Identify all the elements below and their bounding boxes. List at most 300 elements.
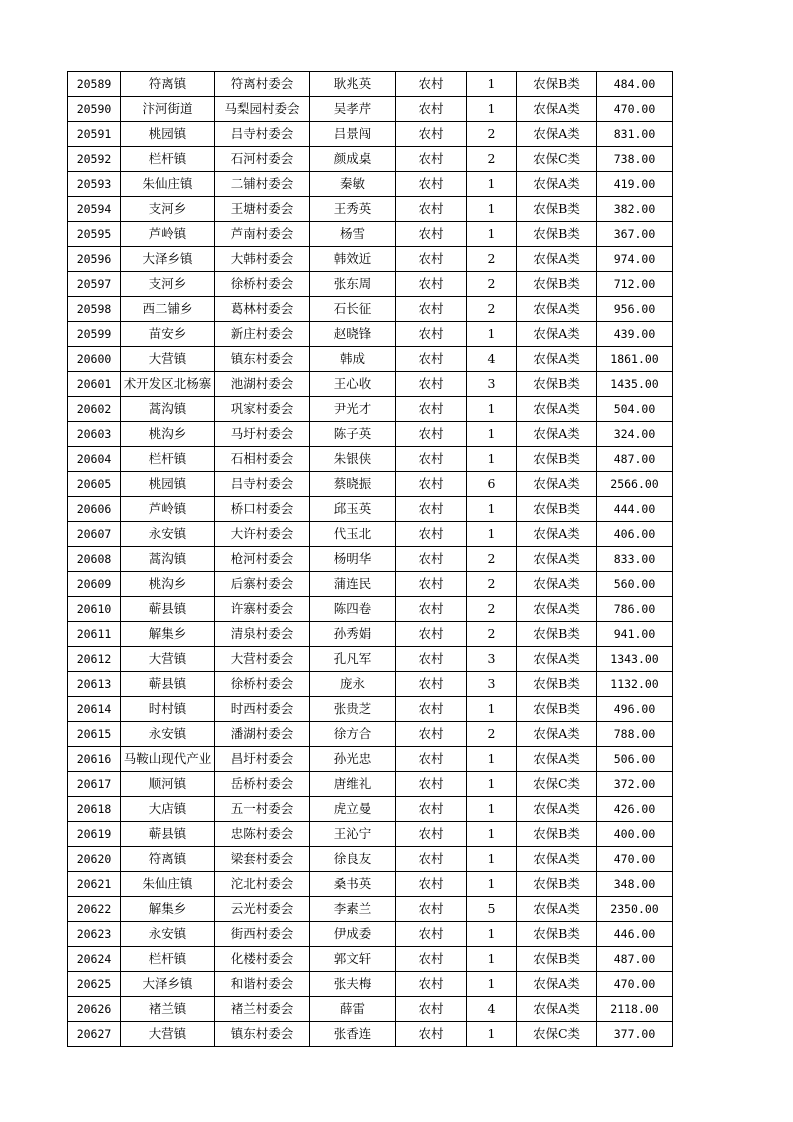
household-size-cell: 1 <box>467 97 517 122</box>
insurance-class-cell: 农保B类 <box>517 922 597 947</box>
household-size-cell: 1 <box>467 497 517 522</box>
record-id-cell: 20613 <box>68 672 121 697</box>
table-row <box>68 622 673 647</box>
name-cell: 孙秀娟 <box>310 622 396 647</box>
area-type-cell: 农村 <box>396 797 467 822</box>
insurance-class-cell: 农保B类 <box>517 497 597 522</box>
record-id-cell: 20611 <box>68 622 121 647</box>
household-size-cell: 1 <box>467 322 517 347</box>
amount-cell: 470.00 <box>597 972 673 997</box>
amount-cell: 439.00 <box>597 322 673 347</box>
town-cell: 栏杆镇 <box>121 147 215 172</box>
insurance-class-cell: 农保B类 <box>517 672 597 697</box>
insurance-class-cell: 农保A类 <box>517 97 597 122</box>
area-type-cell: 农村 <box>396 622 467 647</box>
area-type-cell: 农村 <box>396 672 467 697</box>
amount-cell: 470.00 <box>597 97 673 122</box>
insurance-class-cell: 农保A类 <box>517 572 597 597</box>
name-cell: 薛雷 <box>310 997 396 1022</box>
household-size-cell: 2 <box>467 547 517 572</box>
household-size-cell: 1 <box>467 422 517 447</box>
village-cell: 褚兰村委会 <box>215 997 310 1022</box>
area-type-cell: 农村 <box>396 547 467 572</box>
name-cell: 孙光忠 <box>310 747 396 772</box>
village-cell: 五一村委会 <box>215 797 310 822</box>
household-size-cell: 1 <box>467 747 517 772</box>
name-cell: 陈子英 <box>310 422 396 447</box>
record-id-cell: 20596 <box>68 247 121 272</box>
town-cell: 符离镇 <box>121 847 215 872</box>
records-table <box>67 71 673 1047</box>
area-type-cell: 农村 <box>396 397 467 422</box>
amount-cell: 496.00 <box>597 697 673 722</box>
record-id-cell: 20625 <box>68 972 121 997</box>
area-type-cell: 农村 <box>396 447 467 472</box>
amount-cell: 712.00 <box>597 272 673 297</box>
town-cell: 时村镇 <box>121 697 215 722</box>
town-cell: 大店镇 <box>121 797 215 822</box>
record-id-cell: 20598 <box>68 297 121 322</box>
insurance-class-cell: 农保A类 <box>517 397 597 422</box>
name-cell: 吴孝芹 <box>310 97 396 122</box>
record-id-cell: 20606 <box>68 497 121 522</box>
name-cell: 王心收 <box>310 372 396 397</box>
household-size-cell: 1 <box>467 197 517 222</box>
village-cell: 昌圩村委会 <box>215 747 310 772</box>
name-cell: 邱玉英 <box>310 497 396 522</box>
town-cell: 芦岭镇 <box>121 222 215 247</box>
amount-cell: 348.00 <box>597 872 673 897</box>
area-type-cell: 农村 <box>396 197 467 222</box>
table-row <box>68 847 673 872</box>
area-type-cell: 农村 <box>396 372 467 397</box>
village-cell: 徐桥村委会 <box>215 272 310 297</box>
area-type-cell: 农村 <box>396 1022 467 1047</box>
name-cell: 王沁宁 <box>310 822 396 847</box>
name-cell: 韩效近 <box>310 247 396 272</box>
amount-cell: 2118.00 <box>597 997 673 1022</box>
record-id-cell: 20607 <box>68 522 121 547</box>
town-cell: 支河乡 <box>121 272 215 297</box>
insurance-class-cell: 农保A类 <box>517 797 597 822</box>
town-cell: 桃沟乡 <box>121 422 215 447</box>
record-id-cell: 20627 <box>68 1022 121 1047</box>
record-id-cell: 20591 <box>68 122 121 147</box>
household-size-cell: 1 <box>467 797 517 822</box>
table-row <box>68 447 673 472</box>
insurance-class-cell: 农保A类 <box>517 122 597 147</box>
name-cell: 尹光才 <box>310 397 396 422</box>
insurance-class-cell: 农保A类 <box>517 722 597 747</box>
record-id-cell: 20608 <box>68 547 121 572</box>
name-cell: 张香连 <box>310 1022 396 1047</box>
name-cell: 张夫梅 <box>310 972 396 997</box>
amount-cell: 1132.00 <box>597 672 673 697</box>
village-cell: 芦南村委会 <box>215 222 310 247</box>
insurance-class-cell: 农保A类 <box>517 847 597 872</box>
village-cell: 二铺村委会 <box>215 172 310 197</box>
table-row <box>68 797 673 822</box>
town-cell: 大营镇 <box>121 647 215 672</box>
insurance-class-cell: 农保B类 <box>517 197 597 222</box>
amount-cell: 426.00 <box>597 797 673 822</box>
record-id-cell: 20589 <box>68 72 121 97</box>
town-cell: 蒿沟镇 <box>121 547 215 572</box>
name-cell: 徐良友 <box>310 847 396 872</box>
village-cell: 大许村委会 <box>215 522 310 547</box>
name-cell: 郭文轩 <box>310 947 396 972</box>
area-type-cell: 农村 <box>396 497 467 522</box>
town-cell: 芦岭镇 <box>121 497 215 522</box>
town-cell: 顺河镇 <box>121 772 215 797</box>
village-cell: 石河村委会 <box>215 147 310 172</box>
amount-cell: 487.00 <box>597 947 673 972</box>
village-cell: 葛林村委会 <box>215 297 310 322</box>
table-row <box>68 547 673 572</box>
insurance-class-cell: 农保B类 <box>517 622 597 647</box>
town-cell: 永安镇 <box>121 522 215 547</box>
village-cell: 和谐村委会 <box>215 972 310 997</box>
insurance-class-cell: 农保B类 <box>517 372 597 397</box>
table-row <box>68 1022 673 1047</box>
village-cell: 石相村委会 <box>215 447 310 472</box>
table-row <box>68 747 673 772</box>
amount-cell: 506.00 <box>597 747 673 772</box>
record-id-cell: 20621 <box>68 872 121 897</box>
area-type-cell: 农村 <box>396 822 467 847</box>
insurance-class-cell: 农保C类 <box>517 147 597 172</box>
record-id-cell: 20609 <box>68 572 121 597</box>
amount-cell: 833.00 <box>597 547 673 572</box>
area-type-cell: 农村 <box>396 522 467 547</box>
table-row <box>68 272 673 297</box>
town-cell: 解集乡 <box>121 897 215 922</box>
record-id-cell: 20619 <box>68 822 121 847</box>
record-id-cell: 20590 <box>68 97 121 122</box>
record-id-cell: 20617 <box>68 772 121 797</box>
village-cell: 吕寺村委会 <box>215 472 310 497</box>
town-cell: 苗安乡 <box>121 322 215 347</box>
area-type-cell: 农村 <box>396 997 467 1022</box>
town-cell: 永安镇 <box>121 922 215 947</box>
table-row <box>68 122 673 147</box>
amount-cell: 941.00 <box>597 622 673 647</box>
town-cell: 蕲县镇 <box>121 597 215 622</box>
household-size-cell: 2 <box>467 622 517 647</box>
amount-cell: 788.00 <box>597 722 673 747</box>
village-cell: 后寨村委会 <box>215 572 310 597</box>
insurance-class-cell: 农保C类 <box>517 1022 597 1047</box>
insurance-class-cell: 农保A类 <box>517 547 597 572</box>
record-id-cell: 20614 <box>68 697 121 722</box>
town-cell: 栏杆镇 <box>121 447 215 472</box>
village-cell: 大韩村委会 <box>215 247 310 272</box>
village-cell: 潘湖村委会 <box>215 722 310 747</box>
town-cell: 蕲县镇 <box>121 672 215 697</box>
household-size-cell: 2 <box>467 272 517 297</box>
table-row <box>68 422 673 447</box>
insurance-class-cell: 农保A类 <box>517 647 597 672</box>
insurance-class-cell: 农保B类 <box>517 447 597 472</box>
village-cell: 梁套村委会 <box>215 847 310 872</box>
household-size-cell: 6 <box>467 472 517 497</box>
household-size-cell: 2 <box>467 597 517 622</box>
town-cell: 栏杆镇 <box>121 947 215 972</box>
village-cell: 枪河村委会 <box>215 547 310 572</box>
insurance-class-cell: 农保B类 <box>517 72 597 97</box>
area-type-cell: 农村 <box>396 172 467 197</box>
record-id-cell: 20612 <box>68 647 121 672</box>
insurance-class-cell: 农保A类 <box>517 322 597 347</box>
amount-cell: 367.00 <box>597 222 673 247</box>
town-cell: 西二铺乡 <box>121 297 215 322</box>
name-cell: 孔凡军 <box>310 647 396 672</box>
area-type-cell: 农村 <box>396 472 467 497</box>
insurance-class-cell: 农保A类 <box>517 597 597 622</box>
insurance-class-cell: 农保B类 <box>517 697 597 722</box>
table-row <box>68 772 673 797</box>
area-type-cell: 农村 <box>396 347 467 372</box>
insurance-class-cell: 农保A类 <box>517 472 597 497</box>
household-size-cell: 3 <box>467 372 517 397</box>
amount-cell: 1435.00 <box>597 372 673 397</box>
record-id-cell: 20620 <box>68 847 121 872</box>
record-id-cell: 20592 <box>68 147 121 172</box>
village-cell: 吕寺村委会 <box>215 122 310 147</box>
name-cell: 秦敏 <box>310 172 396 197</box>
village-cell: 桥口村委会 <box>215 497 310 522</box>
household-size-cell: 1 <box>467 972 517 997</box>
table-row <box>68 872 673 897</box>
record-id-cell: 20616 <box>68 747 121 772</box>
household-size-cell: 3 <box>467 647 517 672</box>
amount-cell: 400.00 <box>597 822 673 847</box>
town-cell: 汴河街道 <box>121 97 215 122</box>
village-cell: 大营村委会 <box>215 647 310 672</box>
village-cell: 新庄村委会 <box>215 322 310 347</box>
household-size-cell: 1 <box>467 447 517 472</box>
insurance-class-cell: 农保A类 <box>517 247 597 272</box>
name-cell: 吕景闯 <box>310 122 396 147</box>
record-id-cell: 20599 <box>68 322 121 347</box>
area-type-cell: 农村 <box>396 97 467 122</box>
record-id-cell: 20618 <box>68 797 121 822</box>
household-size-cell: 1 <box>467 522 517 547</box>
table-row <box>68 97 673 122</box>
insurance-class-cell: 农保A类 <box>517 422 597 447</box>
table-row <box>68 197 673 222</box>
table-row <box>68 722 673 747</box>
insurance-class-cell: 农保A类 <box>517 297 597 322</box>
village-cell: 街西村委会 <box>215 922 310 947</box>
area-type-cell: 农村 <box>396 247 467 272</box>
area-type-cell: 农村 <box>396 947 467 972</box>
table-row <box>68 647 673 672</box>
area-type-cell: 农村 <box>396 722 467 747</box>
village-cell: 许寨村委会 <box>215 597 310 622</box>
household-size-cell: 2 <box>467 572 517 597</box>
village-cell: 云光村委会 <box>215 897 310 922</box>
amount-cell: 738.00 <box>597 147 673 172</box>
name-cell: 张贵芝 <box>310 697 396 722</box>
table-row <box>68 947 673 972</box>
amount-cell: 444.00 <box>597 497 673 522</box>
insurance-class-cell: 农保B类 <box>517 822 597 847</box>
insurance-class-cell: 农保B类 <box>517 947 597 972</box>
record-id-cell: 20604 <box>68 447 121 472</box>
name-cell: 杨明华 <box>310 547 396 572</box>
table-row <box>68 672 673 697</box>
insurance-class-cell: 农保A类 <box>517 997 597 1022</box>
area-type-cell: 农村 <box>396 897 467 922</box>
record-id-cell: 20626 <box>68 997 121 1022</box>
insurance-class-cell: 农保B类 <box>517 222 597 247</box>
table-row <box>68 372 673 397</box>
village-cell: 时西村委会 <box>215 697 310 722</box>
name-cell: 杨雪 <box>310 222 396 247</box>
area-type-cell: 农村 <box>396 847 467 872</box>
insurance-class-cell: 农保A类 <box>517 522 597 547</box>
town-cell: 朱仙庄镇 <box>121 172 215 197</box>
insurance-class-cell: 农保A类 <box>517 347 597 372</box>
name-cell: 张东周 <box>310 272 396 297</box>
table-row <box>68 72 673 97</box>
household-size-cell: 1 <box>467 1022 517 1047</box>
table-row <box>68 522 673 547</box>
amount-cell: 470.00 <box>597 847 673 872</box>
household-size-cell: 1 <box>467 947 517 972</box>
amount-cell: 786.00 <box>597 597 673 622</box>
area-type-cell: 农村 <box>396 147 467 172</box>
record-id-cell: 20624 <box>68 947 121 972</box>
household-size-cell: 3 <box>467 672 517 697</box>
village-cell: 岳桥村委会 <box>215 772 310 797</box>
name-cell: 虎立曼 <box>310 797 396 822</box>
town-cell: 桃园镇 <box>121 472 215 497</box>
record-id-cell: 20605 <box>68 472 121 497</box>
amount-cell: 446.00 <box>597 922 673 947</box>
household-size-cell: 1 <box>467 222 517 247</box>
name-cell: 桑书英 <box>310 872 396 897</box>
table-row <box>68 697 673 722</box>
table-row <box>68 397 673 422</box>
household-size-cell: 1 <box>467 922 517 947</box>
table-row <box>68 972 673 997</box>
record-id-cell: 20610 <box>68 597 121 622</box>
household-size-cell: 2 <box>467 147 517 172</box>
village-cell: 符离村委会 <box>215 72 310 97</box>
household-size-cell: 1 <box>467 697 517 722</box>
table-row <box>68 597 673 622</box>
name-cell: 赵晓锋 <box>310 322 396 347</box>
town-cell: 符离镇 <box>121 72 215 97</box>
name-cell: 石长征 <box>310 297 396 322</box>
town-cell: 大泽乡镇 <box>121 247 215 272</box>
area-type-cell: 农村 <box>396 647 467 672</box>
name-cell: 徐方合 <box>310 722 396 747</box>
name-cell: 蔡晓振 <box>310 472 396 497</box>
town-cell: 蕲县镇 <box>121 822 215 847</box>
amount-cell: 382.00 <box>597 197 673 222</box>
town-cell: 桃沟乡 <box>121 572 215 597</box>
amount-cell: 2350.00 <box>597 897 673 922</box>
table-row <box>68 497 673 522</box>
household-size-cell: 1 <box>467 847 517 872</box>
household-size-cell: 4 <box>467 997 517 1022</box>
town-cell: 解集乡 <box>121 622 215 647</box>
household-size-cell: 2 <box>467 247 517 272</box>
name-cell: 蒲连民 <box>310 572 396 597</box>
name-cell: 代玉北 <box>310 522 396 547</box>
area-type-cell: 农村 <box>396 322 467 347</box>
household-size-cell: 1 <box>467 822 517 847</box>
household-size-cell: 1 <box>467 772 517 797</box>
village-cell: 池湖村委会 <box>215 372 310 397</box>
record-id-cell: 20603 <box>68 422 121 447</box>
amount-cell: 1343.00 <box>597 647 673 672</box>
record-id-cell: 20594 <box>68 197 121 222</box>
amount-cell: 560.00 <box>597 572 673 597</box>
amount-cell: 324.00 <box>597 422 673 447</box>
amount-cell: 1861.00 <box>597 347 673 372</box>
area-type-cell: 农村 <box>396 297 467 322</box>
table-row <box>68 247 673 272</box>
village-cell: 巩家村委会 <box>215 397 310 422</box>
amount-cell: 484.00 <box>597 72 673 97</box>
name-cell: 庞永 <box>310 672 396 697</box>
town-cell: 桃园镇 <box>121 122 215 147</box>
town-cell: 褚兰镇 <box>121 997 215 1022</box>
village-cell: 化楼村委会 <box>215 947 310 972</box>
village-cell: 王塘村委会 <box>215 197 310 222</box>
household-size-cell: 4 <box>467 347 517 372</box>
insurance-class-cell: 农保A类 <box>517 897 597 922</box>
town-cell: 术开发区北杨寨 <box>121 372 215 397</box>
area-type-cell: 农村 <box>396 772 467 797</box>
town-cell: 蒿沟镇 <box>121 397 215 422</box>
name-cell: 韩成 <box>310 347 396 372</box>
table-row <box>68 472 673 497</box>
household-size-cell: 1 <box>467 872 517 897</box>
amount-cell: 419.00 <box>597 172 673 197</box>
village-cell: 忠陈村委会 <box>215 822 310 847</box>
area-type-cell: 农村 <box>396 872 467 897</box>
insurance-class-cell: 农保B类 <box>517 272 597 297</box>
name-cell: 伊成委 <box>310 922 396 947</box>
insurance-class-cell: 农保A类 <box>517 172 597 197</box>
record-id-cell: 20602 <box>68 397 121 422</box>
table-row <box>68 222 673 247</box>
amount-cell: 2566.00 <box>597 472 673 497</box>
town-cell: 大营镇 <box>121 1022 215 1047</box>
record-id-cell: 20601 <box>68 372 121 397</box>
table-row <box>68 897 673 922</box>
household-size-cell: 2 <box>467 722 517 747</box>
insurance-class-cell: 农保C类 <box>517 772 597 797</box>
town-cell: 永安镇 <box>121 722 215 747</box>
area-type-cell: 农村 <box>396 72 467 97</box>
table-row <box>68 822 673 847</box>
record-id-cell: 20622 <box>68 897 121 922</box>
records-table-body <box>68 72 673 1047</box>
area-type-cell: 农村 <box>396 972 467 997</box>
name-cell: 唐维礼 <box>310 772 396 797</box>
amount-cell: 377.00 <box>597 1022 673 1047</box>
name-cell: 王秀英 <box>310 197 396 222</box>
amount-cell: 487.00 <box>597 447 673 472</box>
area-type-cell: 农村 <box>396 122 467 147</box>
household-size-cell: 1 <box>467 397 517 422</box>
